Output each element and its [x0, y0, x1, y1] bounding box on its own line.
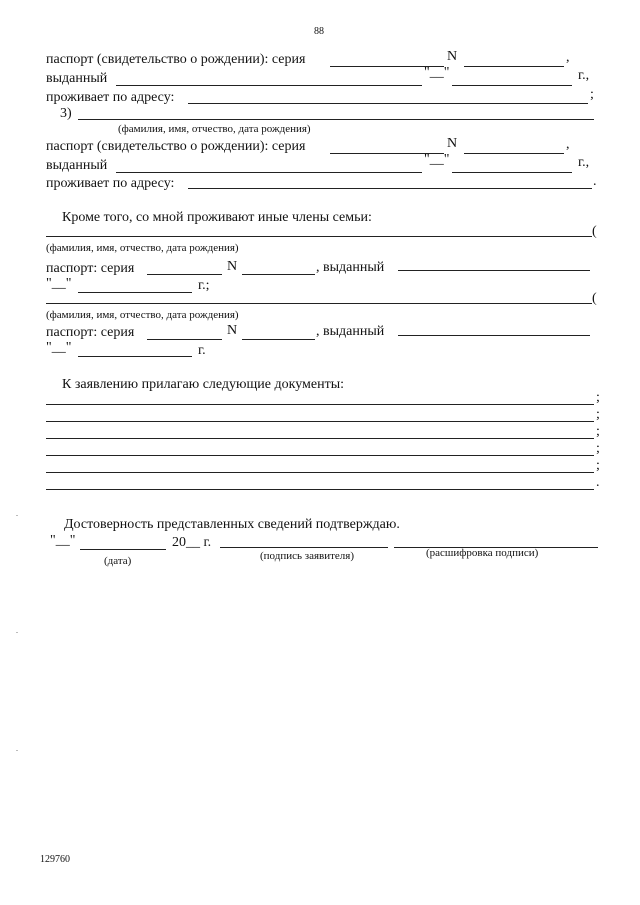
comma: ,	[566, 50, 570, 65]
family-member-2-paren: (	[592, 291, 597, 306]
member-1-date-blank	[78, 292, 192, 293]
comma-2: ,	[566, 137, 570, 152]
member-2-date-blank	[78, 356, 192, 357]
member-2-number-blank	[242, 339, 315, 340]
member-1-year: г.;	[198, 278, 210, 293]
doc-line-5-end: ;	[596, 458, 600, 473]
signature-caption: (подпись заявителя)	[260, 550, 355, 562]
item-3-caption: (фамилия, имя, отчество, дата рождения)	[118, 123, 311, 135]
number-blank-2	[464, 153, 564, 154]
document-code: 129760	[40, 854, 70, 865]
address-blank	[188, 103, 588, 104]
confirm-text: Достоверность представленных сведений подтверждаю.	[64, 517, 400, 532]
family-member-2-caption: (фамилия, имя, отчество, дата рождения)	[46, 309, 239, 321]
doc-line-4-end: ;	[596, 441, 600, 456]
member-1-date-day: "__"	[46, 276, 72, 291]
confirm-date-blank	[80, 549, 166, 550]
issued-day: "__"	[424, 65, 450, 80]
signature-blank	[220, 547, 388, 548]
doc-line-1	[46, 404, 594, 405]
family-intro: Кроме того, со мной проживают иные члены семьи:	[62, 210, 372, 225]
doc-line-2-end: ;	[596, 407, 600, 422]
decode-caption: (расшифровка подписи)	[426, 547, 539, 559]
scan-mark	[16, 750, 18, 751]
family-member-1-blank	[46, 236, 592, 237]
address-label: проживает по адресу:	[46, 90, 175, 105]
issued-year-2: г.,	[578, 155, 590, 170]
member-2-issued-label: , выданный	[316, 324, 385, 339]
member-2-year: г.	[198, 343, 206, 358]
issued-label-2: выданный	[46, 158, 108, 173]
family-member-1-paren: (	[592, 224, 597, 239]
family-member-2-blank	[46, 303, 592, 304]
address-end: ;	[590, 87, 594, 102]
date-caption: (дата)	[104, 555, 132, 567]
docs-intro: К заявлению прилагаю следующие документы:	[62, 377, 345, 392]
number-label: N	[447, 49, 458, 64]
passport-label: паспорт (свидетельство о рождении): серия	[46, 52, 306, 67]
issued-day-2: "__"	[424, 152, 450, 167]
member-1-issued-blank	[398, 270, 590, 271]
doc-line-4	[46, 455, 594, 456]
issued-month-blank-2	[452, 172, 572, 173]
member-1-number-label: N	[227, 259, 238, 274]
item-3-blank	[78, 119, 594, 120]
doc-line-3	[46, 438, 594, 439]
member-2-passport-label: паспорт: серия	[46, 325, 135, 340]
member-1-series-blank	[147, 274, 222, 275]
confirm-date-day: "__"	[50, 533, 76, 548]
member-2-issued-blank	[398, 335, 590, 336]
issued-year: г.,	[578, 68, 590, 83]
scan-mark	[16, 515, 18, 516]
member-1-passport-label: паспорт: серия	[46, 261, 135, 276]
doc-line-3-end: ;	[596, 424, 600, 439]
address-label-2: проживает по адресу:	[46, 176, 175, 191]
scan-mark	[16, 632, 18, 633]
doc-line-1-end: ;	[596, 390, 600, 405]
confirm-year: 20__ г.	[172, 535, 212, 550]
number-blank	[464, 66, 564, 67]
issued-blank	[116, 85, 422, 86]
issued-blank-2	[116, 172, 422, 173]
issued-month-blank	[452, 85, 572, 86]
number-label-2: N	[447, 136, 458, 151]
page-number: 88	[314, 26, 324, 37]
member-1-issued-label: , выданный	[316, 260, 385, 275]
doc-line-6-end: .	[596, 475, 600, 490]
family-member-1-caption: (фамилия, имя, отчество, дата рождения)	[46, 242, 239, 254]
doc-line-6	[46, 489, 594, 490]
doc-line-2	[46, 421, 594, 422]
address-blank-2	[188, 188, 592, 189]
address-end-2: .	[593, 174, 597, 189]
member-2-number-label: N	[227, 323, 238, 338]
passport-label-2: паспорт (свидетельство о рождении): серия	[46, 139, 306, 154]
doc-line-5	[46, 472, 594, 473]
member-2-series-blank	[147, 339, 222, 340]
member-1-number-blank	[242, 274, 315, 275]
member-2-date-day: "__"	[46, 340, 72, 355]
item-3-label: 3)	[60, 106, 72, 121]
issued-label: выданный	[46, 71, 108, 86]
